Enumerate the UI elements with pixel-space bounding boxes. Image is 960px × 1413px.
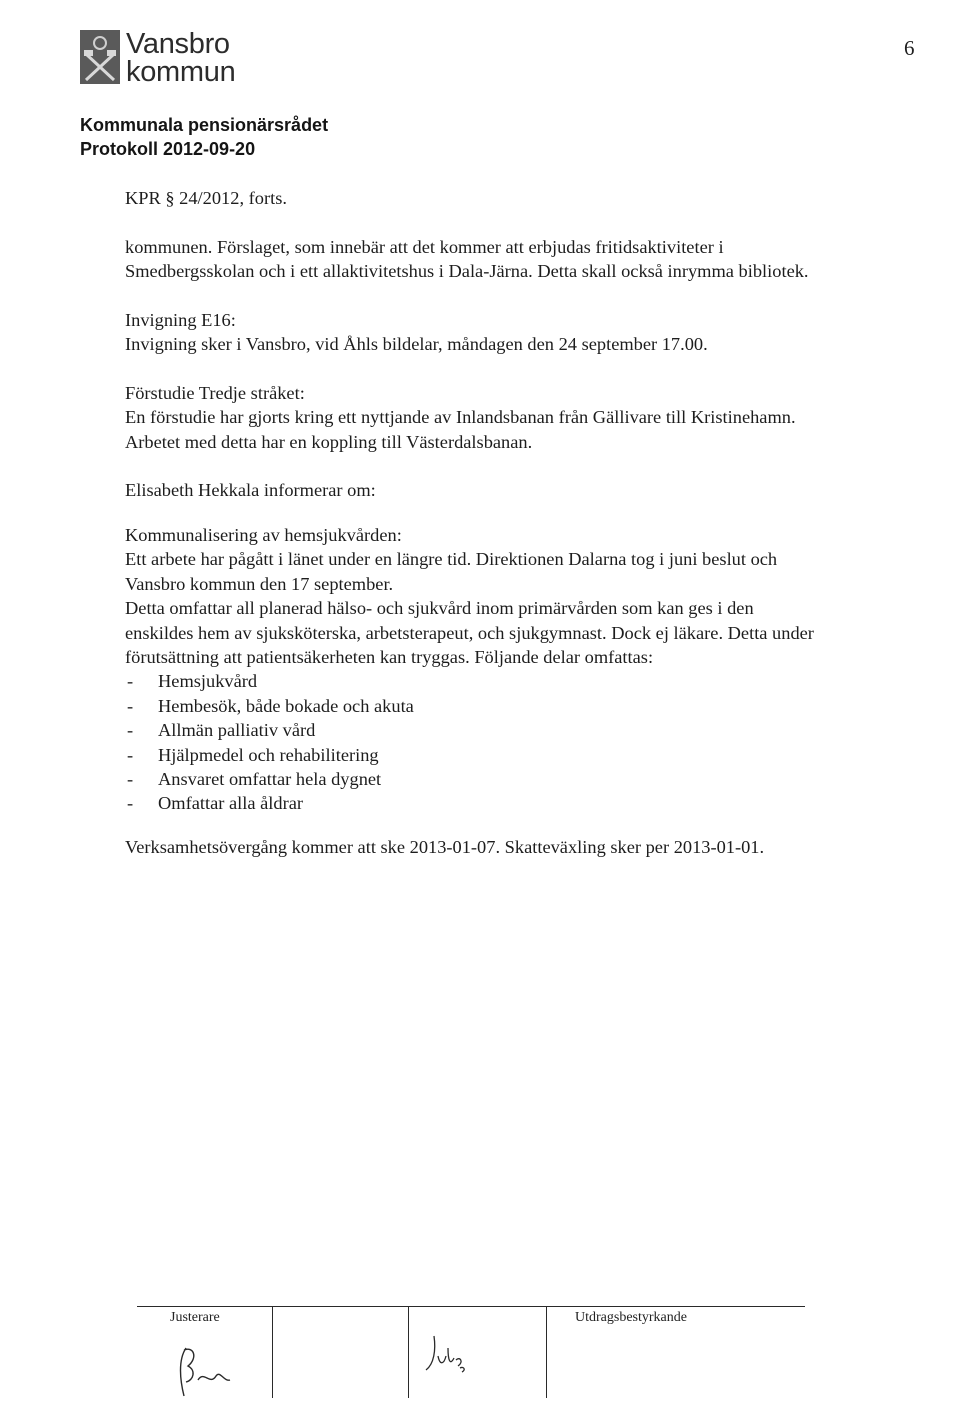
page-number: 6	[904, 36, 915, 60]
list-item: - Hemsjukvård	[125, 669, 905, 693]
paragraph-line: Ett arbete har pågått i länet under en längre tid. Direktionen Dalarna tog i juni beslut och	[125, 549, 778, 570]
protocol-title: Protokoll 2012-09-20	[80, 139, 256, 159]
list-item: - Allmän palliativ vård	[125, 718, 905, 742]
utdragsbestyrkande-label: Utdragsbestyrkande	[575, 1310, 687, 1325]
paragraph-line: Detta omfattar all planerad hälso- och sjukvård inom primärvården som kan ges i den	[125, 598, 754, 619]
list-item: - Hembesök, både bokade och akuta	[125, 694, 905, 718]
closing-paragraph	[125, 835, 905, 859]
committee-title: Kommunala pensionärsrådet	[80, 115, 329, 135]
paragraph-line: Vansbro kommun den 17 september.	[125, 573, 394, 594]
coat-of-arms-icon	[80, 30, 120, 84]
intro-paragraph	[125, 235, 905, 284]
document-header	[80, 113, 328, 161]
paragraph-line: Arbetet med detta har en koppling till Västerdalsbanan.	[125, 431, 533, 452]
forstudie-section	[125, 381, 905, 454]
justerare-initials	[420, 1330, 480, 1380]
section-heading: Invigning E16:	[125, 310, 236, 330]
justerare-label: Justerare	[170, 1310, 220, 1325]
e16-section	[125, 308, 905, 357]
kommunalisering-section	[125, 523, 905, 816]
list-item: - Omfattar alla åldrar	[125, 791, 905, 815]
section-heading: Kommunalisering av hemsjukvården:	[125, 525, 402, 545]
footer-divider	[272, 1306, 273, 1398]
kpr-reference	[125, 186, 905, 210]
footer-divider	[408, 1306, 409, 1398]
paragraph-line: Smedbergsskolan och i ett allaktivitetshus i Dala-Järna. Detta skall också inrymma bibliotek.	[125, 261, 809, 282]
included-services-list	[125, 669, 905, 815]
logo-wordmark	[126, 30, 326, 86]
paragraph-line: Invigning sker i Vansbro, vid Åhls bildelar, måndagen den 24 september 17.00.	[125, 334, 708, 355]
paragraph-line: kommunen. Förslaget, som innebär att det kommer att erbjudas fritidsaktiviteter i	[125, 237, 724, 257]
paragraph-line: Elisabeth Hekkala informerar om:	[125, 480, 376, 500]
elisabeth-intro	[125, 478, 905, 502]
paragraph-line: Verksamhetsövergång kommer att ske 2013-01-07. Skatteväxling sker per 2013-01-01.	[125, 837, 765, 857]
footer-divider	[546, 1306, 547, 1398]
logo-name-line2: kommun	[126, 56, 236, 88]
kpr-reference-text: KPR § 24/2012, forts.	[125, 188, 287, 208]
section-heading: Förstudie Tredje stråket:	[125, 383, 305, 403]
list-item: - Hjälpmedel och rehabilitering	[125, 743, 905, 767]
paragraph-line: En förstudie har gjorts kring ett nyttjande av Inlandsbanan från Gällivare till Kristinehamn.	[125, 407, 796, 428]
justerare-signature	[168, 1340, 243, 1400]
footer-rule	[137, 1306, 805, 1307]
logo-name-line1: Vansbro	[126, 28, 230, 60]
paragraph-line: enskildes hem av sjuksköterska, arbetsterapeut, och sjukgymnast. Dock ej läkare. Detta under	[125, 622, 814, 643]
paragraph-line: förutsättning att patientsäkerheten kan tryggas. Följande delar omfattas:	[125, 647, 654, 668]
list-item: - Ansvaret omfattar hela dygnet	[125, 767, 905, 791]
